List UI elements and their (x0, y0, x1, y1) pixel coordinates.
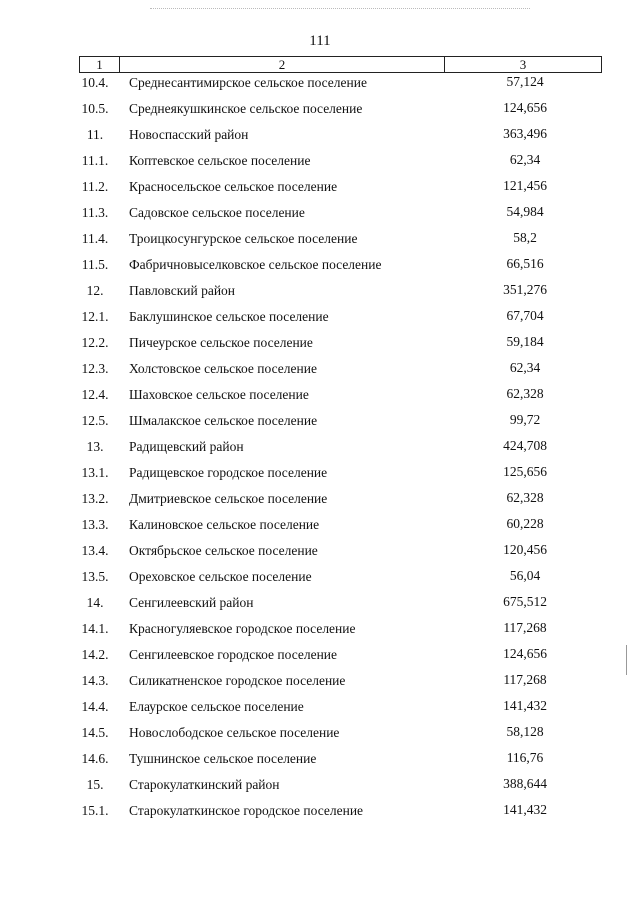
table-row (0, 306, 640, 332)
row-value: 62,328 (506, 386, 544, 401)
row-name: Холстовское сельское поселение (129, 361, 317, 376)
row-value: 141,432 (503, 698, 547, 713)
row-name: Коптевское сельское поселение (129, 153, 311, 168)
row-value: 121,456 (503, 178, 547, 193)
row-number: 11.1. (81, 153, 109, 168)
row-name: Старокулаткинское городское поселение (129, 803, 364, 818)
row-name: Новослободское сельское поселение (129, 725, 340, 740)
row-number: 12.4. (81, 387, 109, 402)
row-value: 141,432 (503, 802, 547, 817)
table-row (0, 592, 640, 618)
row-value: 57,124 (506, 74, 544, 89)
row-name: Садовское сельское поселение (129, 205, 305, 220)
table-row (0, 176, 640, 202)
table-header-row (79, 56, 602, 73)
row-number: 13.1. (81, 465, 109, 480)
table-row (0, 436, 640, 462)
row-value: 66,516 (506, 256, 544, 271)
table-row (0, 566, 640, 592)
row-name: Фабричновыселковское сельское поселение (129, 257, 382, 272)
row-name: Новоспасский район (129, 127, 249, 142)
table-row (0, 228, 640, 254)
row-name: Силикатненское городское поселение (129, 673, 346, 688)
row-name: Среднеякушкинское сельское поселение (129, 101, 363, 116)
row-number: 11.4. (81, 231, 109, 246)
table-row (0, 98, 640, 124)
row-name: Шаховское сельское поселение (129, 387, 309, 402)
row-name: Сенгилеевский район (129, 595, 254, 610)
row-value: 62,34 (509, 360, 541, 375)
row-value: 117,268 (503, 620, 547, 635)
row-value: 351,276 (503, 282, 547, 297)
row-number: 13.4. (81, 543, 109, 558)
row-number: 15. (86, 777, 104, 792)
table-row (0, 722, 640, 748)
row-name: Старокулаткинский район (129, 777, 280, 792)
row-value: 58,2 (513, 230, 537, 245)
row-value: 125,656 (503, 464, 547, 479)
table-row (0, 514, 640, 540)
table-row (0, 748, 640, 774)
row-number: 11.3. (81, 205, 109, 220)
row-number: 13. (86, 439, 104, 454)
row-name: Среднесантимирское сельское поселение (129, 75, 367, 90)
scan-artifact (150, 8, 530, 11)
row-number: 14. (86, 595, 104, 610)
row-number: 10.5. (81, 101, 109, 116)
row-number: 12. (86, 283, 104, 298)
table-row (0, 124, 640, 150)
row-name: Елаурское сельское поселение (129, 699, 304, 714)
row-value: 120,456 (503, 542, 547, 557)
table-row (0, 670, 640, 696)
table-row (0, 254, 640, 280)
table-row (0, 800, 640, 826)
row-number: 12.2. (81, 335, 109, 350)
row-value: 62,34 (509, 152, 541, 167)
row-number: 12.3. (81, 361, 109, 376)
row-name: Шмалакское сельское поселение (129, 413, 318, 428)
row-value: 58,128 (506, 724, 544, 739)
row-value: 117,268 (503, 672, 547, 687)
row-name: Красногуляевское городское поселение (129, 621, 356, 636)
table-row (0, 696, 640, 722)
row-number: 13.5. (81, 569, 109, 584)
header-cell-2: 2 (120, 57, 445, 72)
row-value: 388,644 (503, 776, 547, 791)
row-name: Дмитриевское сельское поселение (129, 491, 328, 506)
header-cell-1: 1 (80, 57, 120, 72)
row-name: Октябрьское сельское поселение (129, 543, 318, 558)
header-cell-3: 3 (519, 57, 527, 72)
row-name: Павловский район (129, 283, 236, 298)
row-name: Баклушинское сельское поселение (129, 309, 329, 324)
row-number: 14.6. (81, 751, 109, 766)
table-row (0, 618, 640, 644)
row-value: 124,656 (503, 100, 547, 115)
row-value: 60,228 (506, 516, 544, 531)
row-number: 15.1. (81, 803, 109, 818)
row-number: 11.2. (81, 179, 109, 194)
table-body (0, 72, 640, 826)
row-value: 56,04 (509, 568, 541, 583)
table-row (0, 384, 640, 410)
table-row (0, 202, 640, 228)
table-row (0, 280, 640, 306)
table-row (0, 150, 640, 176)
row-number: 12.1. (81, 309, 109, 324)
row-value: 59,184 (506, 334, 544, 349)
row-number: 13.2. (81, 491, 109, 506)
row-value: 54,984 (506, 204, 544, 219)
row-number: 14.2. (81, 647, 109, 662)
row-name: Ореховское сельское поселение (129, 569, 312, 584)
row-number: 14.4. (81, 699, 109, 714)
row-name: Пичеурское сельское поселение (129, 335, 313, 350)
page-number: 111 (309, 33, 331, 49)
row-name: Троицкосунгурское сельское поселение (129, 231, 358, 246)
row-number: 10.4. (81, 75, 109, 90)
row-value: 99,72 (509, 412, 541, 427)
table-row (0, 774, 640, 800)
row-name: Радищевское городское поселение (129, 465, 328, 480)
table-row (0, 358, 640, 384)
table-row (0, 462, 640, 488)
row-value: 116,76 (506, 750, 544, 765)
row-number: 14.3. (81, 673, 109, 688)
row-name: Радищевский район (129, 439, 244, 454)
row-name: Тушнинское сельское поселение (129, 751, 317, 766)
row-value: 67,704 (506, 308, 544, 323)
table-row (0, 332, 640, 358)
row-value: 124,656 (503, 646, 547, 661)
row-name: Сенгилеевское городское поселение (129, 647, 338, 662)
row-value: 675,512 (503, 594, 547, 609)
row-value: 62,328 (506, 490, 544, 505)
row-name: Калиновское сельское поселение (129, 517, 320, 532)
table-row (0, 540, 640, 566)
row-number: 13.3. (81, 517, 109, 532)
table-row (0, 644, 640, 670)
row-number: 14.5. (81, 725, 109, 740)
row-value: 363,496 (503, 126, 547, 141)
table-row (0, 488, 640, 514)
row-number: 11. (86, 127, 104, 142)
row-number: 14.1. (81, 621, 109, 636)
row-value: 424,708 (503, 438, 547, 453)
row-number: 12.5. (81, 413, 109, 428)
row-name: Красносельское сельское поселение (129, 179, 338, 194)
table-row (0, 72, 640, 98)
table-row (0, 410, 640, 436)
row-number: 11.5. (81, 257, 109, 272)
